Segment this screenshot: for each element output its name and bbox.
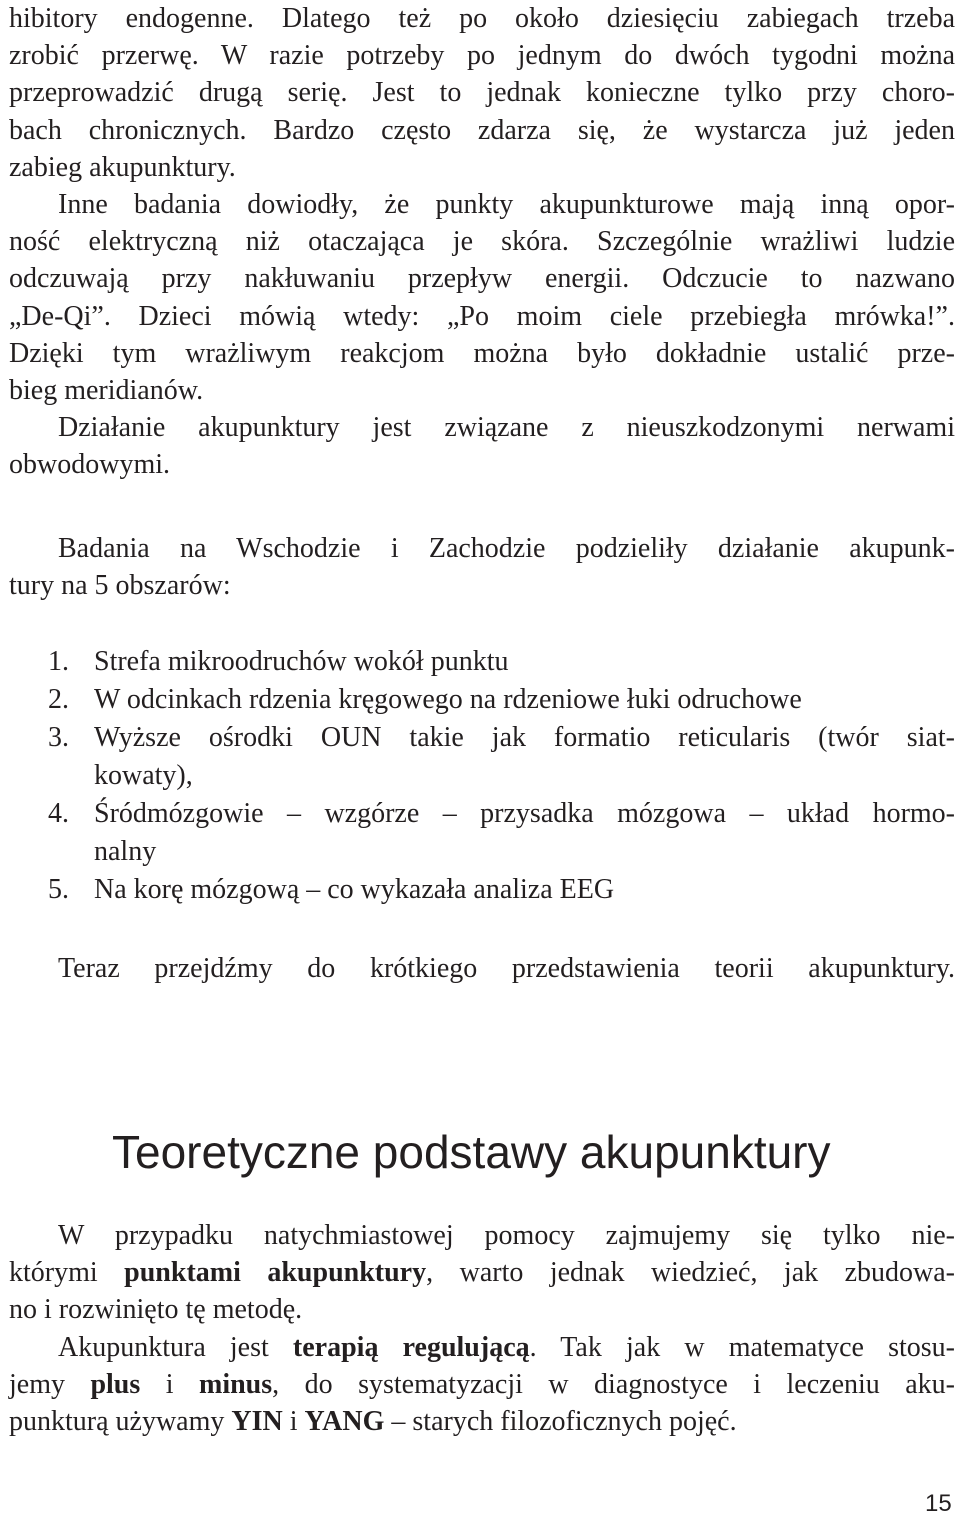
list-number: 2. (48, 684, 69, 715)
bold-term: plus (90, 1368, 141, 1400)
list-item (48, 871, 955, 909)
areas-intro (9, 530, 955, 604)
text-line: Działanie akupunktury jest związane z nieuszkodzonymi nerwami (58, 412, 955, 444)
areas-list (48, 643, 955, 909)
bold-term: terapią regulującą (292, 1331, 530, 1363)
page-number: 15 (925, 1490, 952, 1517)
body-text-top (9, 0, 955, 484)
text-line: no i rozwinięto tę metodę. (9, 1294, 303, 1326)
bold-term: YIN (231, 1406, 283, 1438)
bold-term: YANG (304, 1406, 385, 1438)
paragraph-transition (9, 950, 955, 987)
paragraph-help (9, 1217, 955, 1329)
text-line: „De-Qi”. Dzieci mówią wtedy: „Po moim ciele przebiegła mrówka!”. (9, 300, 955, 332)
list-text: kowaty), (94, 760, 193, 791)
section-heading: Teoretyczne podstawy akupunktury (112, 1126, 831, 1178)
text-line: jemy plus i minus, do systematyzacji w diagnostyce i leczeniu aku- (9, 1368, 955, 1400)
list-text: nalny (94, 836, 157, 867)
bold-term: punktami akupunktury (124, 1257, 427, 1289)
text-line: odczuwają przy nakłuwaniu przepływ energii. Odczucie to nazwano (9, 263, 955, 295)
theory-text (9, 1217, 955, 1440)
text-line: tury na 5 obszarów: (9, 570, 231, 602)
list-item (48, 681, 955, 719)
text-line: W przypadku natychmiastowej pomocy zajmujemy się tylko nie- (58, 1220, 955, 1251)
list-number: 4. (48, 798, 69, 829)
text-line: zrobić przerwę. W razie potrzeby po jednym do dwóch tygodni można (9, 40, 955, 72)
paragraph-nerves (9, 409, 955, 483)
list-number: 5. (48, 874, 69, 905)
list-text: Wyższe ośrodki OUN takie jak formatio reticularis (twór siat- (94, 722, 955, 753)
text-line: Badania na Wschodzie i Zachodzie podzieliły działanie akupunk- (58, 533, 955, 564)
list-text: Śródmózgowie – wzgórze – przysadka mózgowa – układ hormo- (94, 798, 955, 829)
text-line: Akupunktura jest terapią regulującą. Tak jak w matematyce stosu- (58, 1331, 955, 1363)
text-line: przeprowadzić drugą serię. Jest to jednak konieczne tylko przy choro- (9, 77, 955, 109)
text-line: hibitory endogenne. Dlatego też po około dziesięciu zabiegach trzeba (9, 3, 955, 34)
text-line: którymi punktami akupunktury, warto jednak wiedzieć, jak zbudowa- (9, 1257, 956, 1289)
list-number: 1. (48, 646, 69, 677)
text-line: obwodowymi. (9, 449, 170, 481)
text-line: punkturą używamy YIN i YANG – starych filozoficznych pojęć. (9, 1406, 737, 1438)
list-number: 3. (48, 722, 69, 753)
text-line: bieg meridianów. (9, 375, 204, 407)
list-text: W odcinkach rdzenia kręgowego na rdzeniowe łuki odruchowe (94, 684, 802, 715)
list-text: Strefa mikroodruchów wokół punktu (94, 646, 509, 677)
paragraph-areas-intro (9, 530, 955, 604)
text-line: Dzięki tym wrażliwym reakcjom można było dokładnie ustalić prze- (9, 337, 955, 369)
list-text: Na korę mózgową – co wykazała analiza EEG (94, 874, 615, 905)
text-line: bach chronicznych. Bardzo często zdarza się, że wystarcza już jeden (9, 114, 955, 146)
text-line: Inne badania dowiodły, że punkty akupunkturowe mają inną opor- (58, 189, 955, 221)
paragraph-resistance (9, 186, 955, 409)
text-line: zabieg akupunktury. (9, 151, 236, 183)
paragraph-endogenous (9, 0, 955, 186)
bold-term: minus (199, 1368, 273, 1400)
paragraph-therapy (9, 1329, 955, 1441)
list-item (48, 643, 955, 681)
list-item (48, 719, 955, 795)
list-item (48, 795, 955, 871)
text-line: ność elektryczną niż otaczająca je skóra. Szczególnie wrażliwi ludzie (9, 226, 955, 258)
transition-block (9, 950, 955, 987)
text-line: Teraz przejdźmy do krótkiego przedstawienia teorii akupunktury. (58, 953, 955, 984)
